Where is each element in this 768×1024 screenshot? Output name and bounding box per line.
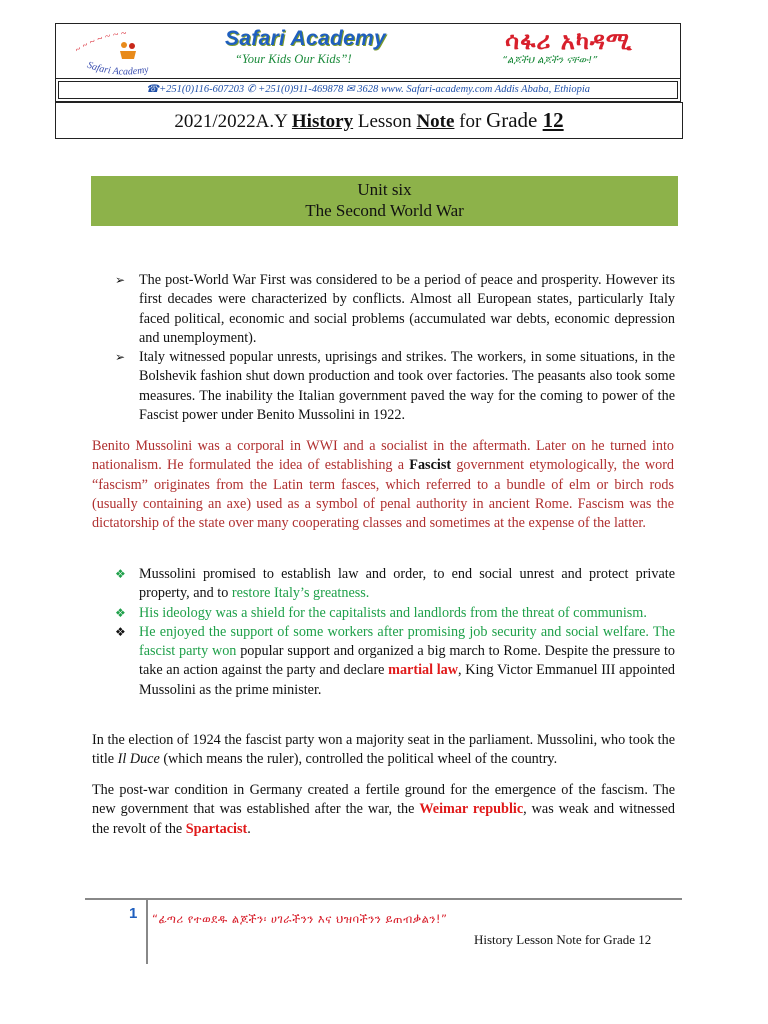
list-item: ➢ The post-World War First was considered to be a period of peace and prosperity. However its first decades were characterized by conflicts. Almost all European states, particularly Italy faced political, economic and social problems (accumulated war debts, economic depression and unemployment).	[115, 272, 675, 346]
subject: History	[291, 111, 354, 132]
diamond-bullet-icon: ❖	[115, 624, 126, 639]
list-item: ➢ Italy witnessed popular unrests, uprisings and strikes. The workers, in some situations, in the Bolshevik fashion shut down production and took over factories. The peasants also took some measures. The inability the Italian government paved the way for the coming to power of the Fascist power under Benito Mussolini in 1922.	[115, 349, 675, 424]
unit-number: Unit six	[357, 180, 412, 199]
unit-banner	[91, 176, 678, 226]
list-item: ❖ Mussolini promised to establish law and order, to end social unrest and protect private property, and to restore Italy’s greatness.	[115, 566, 675, 602]
school-motto-english: “Your Kids Our Kids”!	[235, 52, 352, 66]
contact-info: ☎+251(0)116-607203 ✆ +251(0)911-469878 ✉ 3628 www. Safari-academy.com Addis Ababa, Ethiopia	[55, 78, 681, 102]
diamond-bullet-list	[115, 565, 675, 700]
diamond-bullet-icon: ❖	[115, 567, 126, 581]
martial-law-keyword: martial law	[388, 662, 459, 679]
footer-vertical-divider	[146, 898, 148, 964]
arrow-bullet-icon: ➢	[115, 350, 126, 365]
school-motto-amharic: “ልጆችህ ልጆችን ናቸው!”	[502, 55, 598, 66]
list-item: ❖ He enjoyed the support of some workers after promising job security and social welfare. The fascist party won popular support and organized a big march to Rome. Despite the pressure to take an action against the party and declare martial law, King Victor Emmanuel III appointed Mussolini as the prime minister.	[115, 623, 675, 698]
weimar-keyword: Weimar republic	[419, 801, 524, 818]
arrow-bullet-icon: ➢	[115, 273, 126, 287]
page-number: 1	[129, 905, 138, 922]
school-name-amharic: ሳፋሪ አካዳሚ	[505, 27, 633, 55]
note-word: Note	[416, 111, 455, 132]
arrow-bullet-list	[115, 271, 675, 425]
germany-paragraph: The post-war condition in Germany created a fertile ground for the emergence of the fascism. The new government that was established after the war, the Weimar republic, was weak and witnessed the revolt of the Spartacist.	[92, 782, 675, 837]
il-duce-term: Il Duce	[117, 751, 160, 768]
election-paragraph: In the election of 1924 the fascist party won a majority seat in the parliament. Mussolini, who took the title Il Duce (which means the ruler), controlled the political wheel of the country.	[92, 732, 675, 768]
svg-text:~ ~ ~ ~ ~ ~ ~: ~ ~ ~ ~ ~ ~ ~	[73, 28, 127, 56]
grade-number: 12	[542, 108, 564, 132]
spartacist-keyword: Spartacist	[185, 820, 248, 837]
mussolini-paragraph: Benito Mussolini was a corporal in WWI and a socialist in the aftermath. Later on he turned into nationalism. He formulated the idea of establishing a Fascist government etymologically, the word “fascism” originates from the Latin term fasces, which referred to a bundle of elm or birch rods (usually containing an axe) used as a symbol of penal authority in ancient Rome. Fascism was the dictatorship of the state over many cooperating classes and sometimes at the expense of the latter.	[92, 438, 675, 532]
lesson-title: 2021/2022A.Y History Lesson Note for Grade 12	[55, 102, 683, 139]
academic-year: 2021/2022A.Y	[174, 111, 292, 132]
list-item: ❖ His ideology was a shield for the capitalists and landlords from the threat of communism.	[115, 604, 675, 623]
footer-divider	[85, 898, 682, 900]
fascist-keyword: Fascist	[409, 457, 452, 474]
footer-document-title: History Lesson Note for Grade 12	[474, 932, 652, 947]
safari-academy-logo	[64, 27, 199, 77]
kids-icon	[120, 42, 136, 59]
svg-text:Safari Academy: Safari Academy	[85, 59, 150, 77]
unit-title: The Second World War	[305, 201, 464, 220]
diamond-bullet-icon: ❖	[115, 605, 126, 620]
footer-amharic-slogan: “ፊጣሪ የተወደዱ ልጆችን፡ ሀገራችንን እና ህዝባችንን ይጠብቃልን!”	[152, 912, 448, 926]
school-name-english: Safari Academy	[225, 27, 387, 50]
